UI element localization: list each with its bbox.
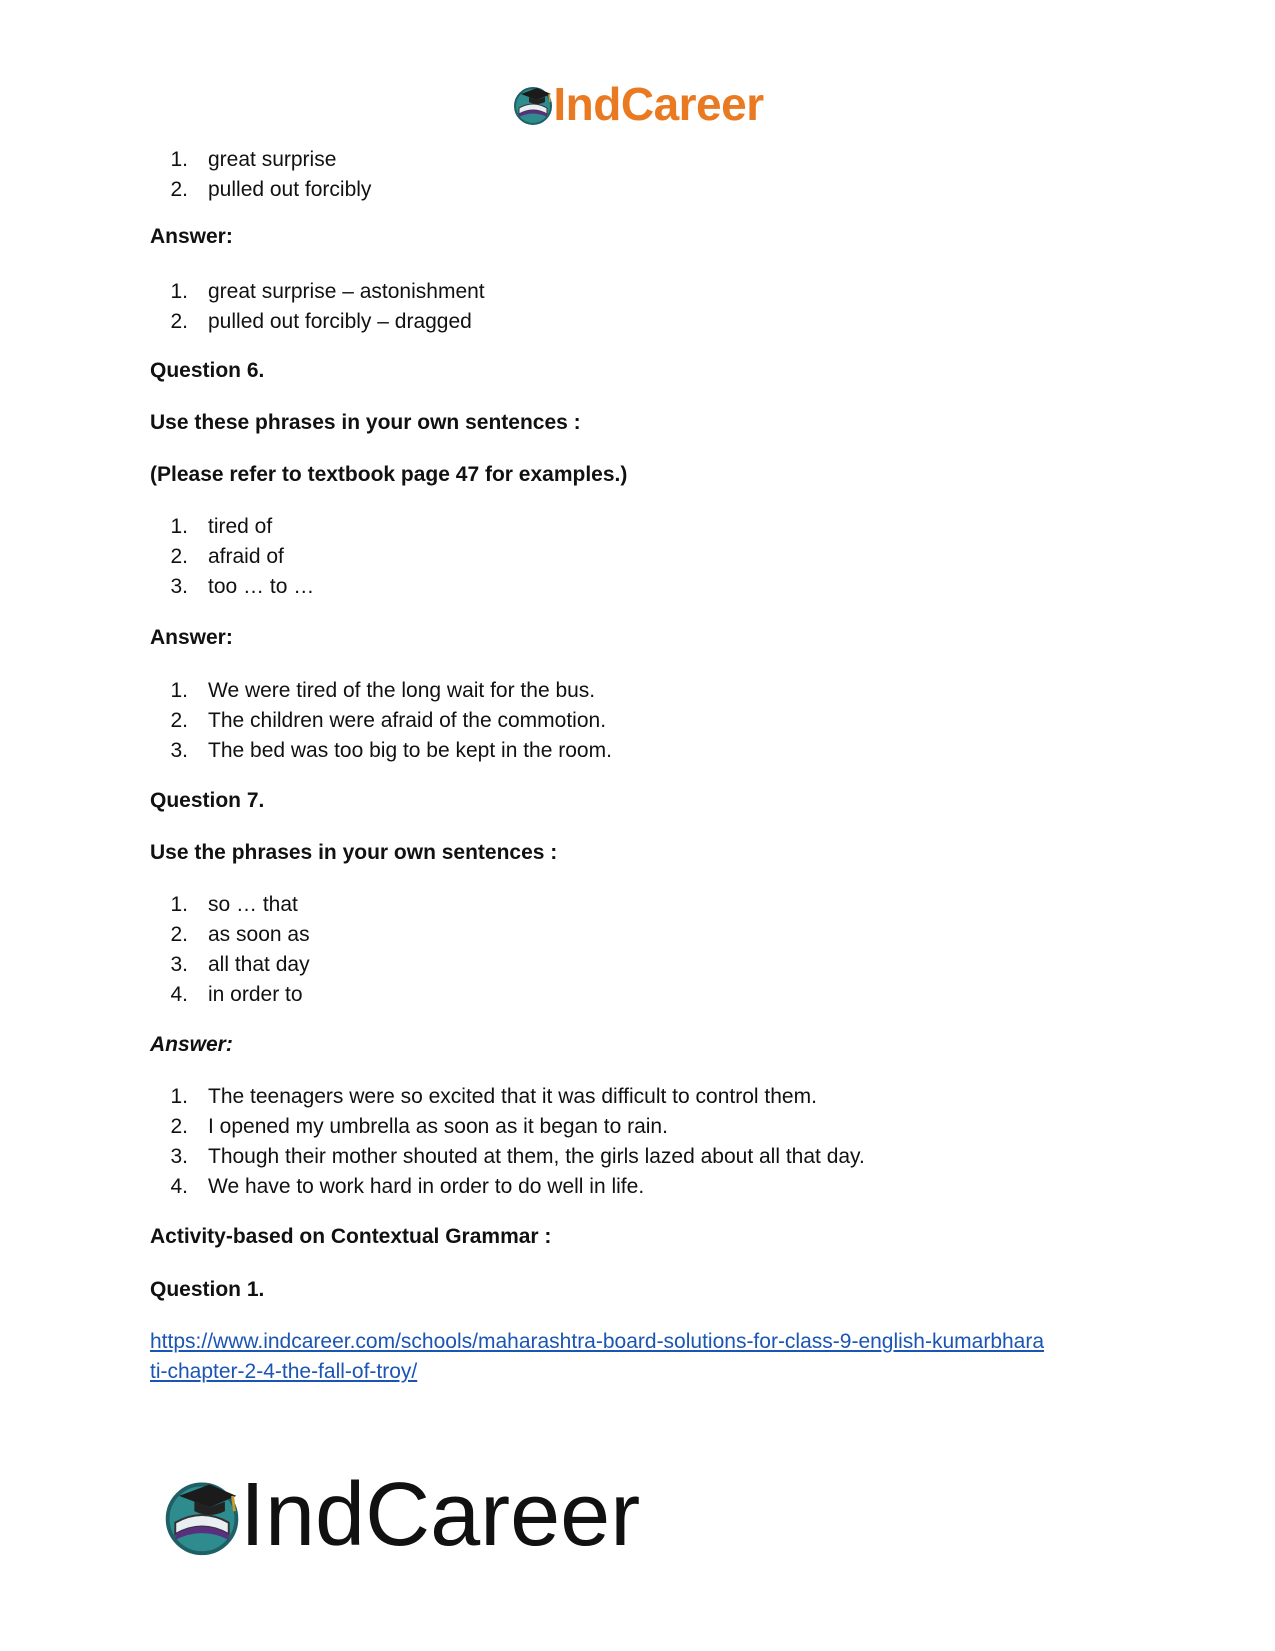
question-7-title: Question 7. xyxy=(150,789,265,812)
list-item: 1. The teenagers were so excited that it was difficult to control them. xyxy=(170,1085,817,1108)
question-6-answers xyxy=(150,676,612,766)
answer-label: Answer: xyxy=(150,1033,233,1056)
question-7-answers xyxy=(150,1082,865,1202)
activity-heading: Activity-based on Contextual Grammar : xyxy=(150,1225,552,1248)
source-link-line-1[interactable]: https://www.indcareer.com/schools/maharashtra-board-solutions-for-class-9-english-kumarbhara xyxy=(150,1330,1045,1353)
brand-wordmark: IndCareer xyxy=(553,78,764,130)
list-item: 2. pulled out forcibly xyxy=(170,178,372,201)
answer-label: Answer: xyxy=(150,225,233,248)
header-logo xyxy=(0,76,1275,132)
list-item: 3. The bed was too big to be kept in the room. xyxy=(170,739,612,762)
list-item: 2. The children were afraid of the commotion. xyxy=(170,709,607,732)
question-1-title: Question 1. xyxy=(150,1278,265,1301)
list-item: 1. tired of xyxy=(170,515,273,538)
footer-logo xyxy=(160,1465,641,1565)
answer-label: Answer: xyxy=(150,626,233,649)
list-item: 4. We have to work hard in order to do well in life. xyxy=(170,1175,645,1198)
list-item: 1. We were tired of the long wait for the bus. xyxy=(170,679,596,702)
list-item: 2. afraid of xyxy=(170,545,284,568)
globe-book-icon xyxy=(511,82,555,126)
list-item: 3. too … to … xyxy=(170,575,315,598)
vocab-list xyxy=(150,145,371,205)
question-6-note: (Please refer to textbook page 47 for examples.) xyxy=(150,463,628,486)
brand-logo xyxy=(511,78,764,130)
brand-wordmark: IndCareer xyxy=(240,1465,641,1565)
question-7-prompt: Use the phrases in your own sentences : xyxy=(150,841,558,864)
source-link-line-2[interactable]: ti-chapter-2-4-the-fall-of-troy/ xyxy=(150,1360,418,1383)
question-7-phrases xyxy=(150,890,310,1010)
answer-list xyxy=(150,277,485,337)
list-item: 2. as soon as xyxy=(170,923,310,946)
question-6-prompt: Use these phrases in your own sentences : xyxy=(150,411,581,434)
list-item: 2. I opened my umbrella as soon as it began to rain. xyxy=(170,1115,668,1138)
source-link[interactable] xyxy=(150,1327,1150,1387)
list-item: 1. so … that xyxy=(170,893,298,916)
list-item: 4. in order to xyxy=(170,983,303,1006)
list-item: 3. all that day xyxy=(170,953,310,976)
question-6-title: Question 6. xyxy=(150,359,265,382)
list-item: 1. great surprise xyxy=(170,148,337,171)
globe-book-icon xyxy=(160,1473,244,1557)
list-item: 2. pulled out forcibly – dragged xyxy=(170,310,472,333)
list-item: 3. Though their mother shouted at them, the girls lazed about all that day. xyxy=(170,1145,865,1168)
list-item: 1. great surprise – astonishment xyxy=(170,280,485,303)
question-6-phrases xyxy=(150,512,314,602)
